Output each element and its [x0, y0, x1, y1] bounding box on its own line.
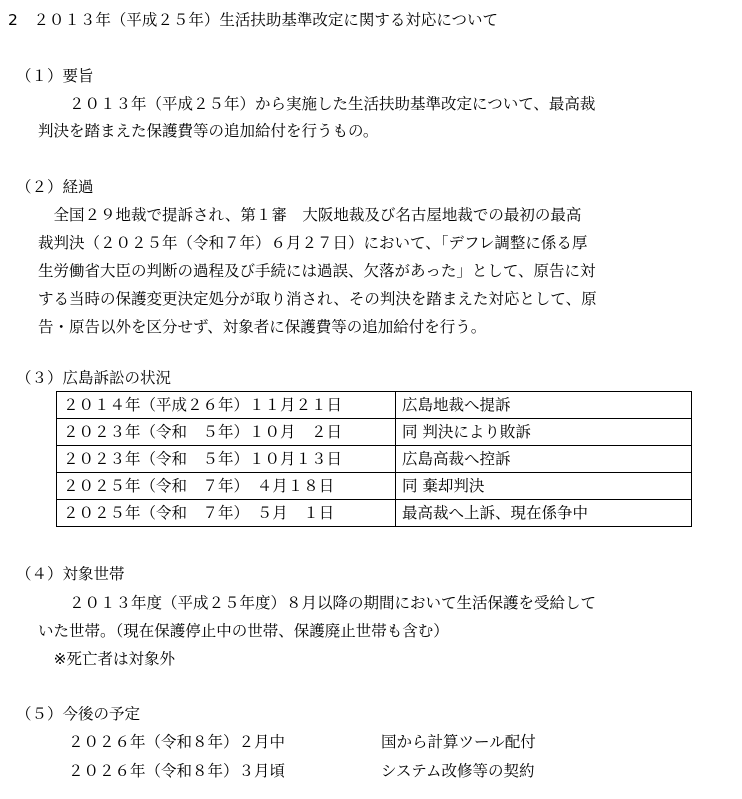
section-heading-hiroshima-lawsuit: （３）広島訴訟の状況	[16, 369, 172, 387]
schedule-task: システム改修等の契約	[381, 762, 535, 780]
schedule-date: ２０２６年（令和８年）３月頃	[68, 762, 286, 780]
section-heading-schedule: （５）今後の予定	[16, 705, 141, 723]
section-heading-summary: （１）要旨	[16, 67, 94, 85]
history-event: 同 棄却判決	[396, 473, 692, 500]
background-line-1: 全国２９地裁で提訴され、第１審 大阪地裁及び名古屋地裁での最初の最高	[38, 206, 582, 224]
table-row	[57, 500, 692, 527]
table-row	[57, 392, 692, 419]
table-row	[57, 473, 692, 500]
history-event: 広島高裁へ控訴	[396, 446, 692, 473]
table-row	[57, 419, 692, 446]
table-row	[57, 446, 692, 473]
history-date: ２０２３年（令和 ５年）１０月１３日	[57, 446, 396, 473]
section-heading-background: （２）経過	[16, 178, 94, 196]
history-date: ２０２３年（令和 ５年）１０月 ２日	[57, 419, 396, 446]
history-event: 広島地裁へ提訴	[396, 392, 692, 419]
history-date: ２０１４年（平成２６年）１１月２１日	[57, 392, 396, 419]
background-line-3: 生労働省大臣の判断の過程及び手続には過誤、欠落があった」として、原告に対	[38, 262, 596, 280]
target-line-2: いた世帯。（現在保護停止中の世帯、保護廃止世帯も含む）	[38, 622, 449, 640]
lawsuit-history-table	[56, 391, 692, 527]
history-date: ２０２５年（令和 ７年） ５月 １日	[57, 500, 396, 527]
summary-line-1: ２０１３年（平成２５年）から実施した生活扶助基準改定について、最高裁	[38, 95, 596, 113]
background-line-5: 告・原告以外を区分せず、対象者に保護費等の追加給付を行う。	[38, 318, 487, 336]
summary-line-2: 判決を踏まえた保護費等の追加給付を行うもの。	[38, 122, 379, 140]
history-date: ２０２５年（令和 ７年） ４月１８日	[57, 473, 396, 500]
target-note: ※死亡者は対象外	[38, 650, 175, 668]
background-line-2: 裁判決（２０２５年（令和７年）６月２７日）において、「デフレ調整に係る厚	[38, 234, 588, 252]
document-title: 2 ２０１３年（平成２５年）生活扶助基準改定に関する対応について	[8, 11, 499, 29]
schedule-date: ２０２６年（令和８年）２月中	[68, 733, 286, 751]
background-line-4: する当時の保護変更決定処分が取り消され、その判決を踏まえた対応として、原	[38, 290, 597, 308]
schedule-task: 国から計算ツール配付	[381, 733, 536, 751]
history-event: 同 判決により敗訴	[396, 419, 692, 446]
target-line-1: ２０１３年度（平成２５年度）８月以降の期間において生活保護を受給して	[38, 594, 597, 612]
history-event: 最高裁へ上訴、現在係争中	[396, 500, 692, 527]
section-heading-target-households: （４）対象世帯	[16, 565, 125, 583]
